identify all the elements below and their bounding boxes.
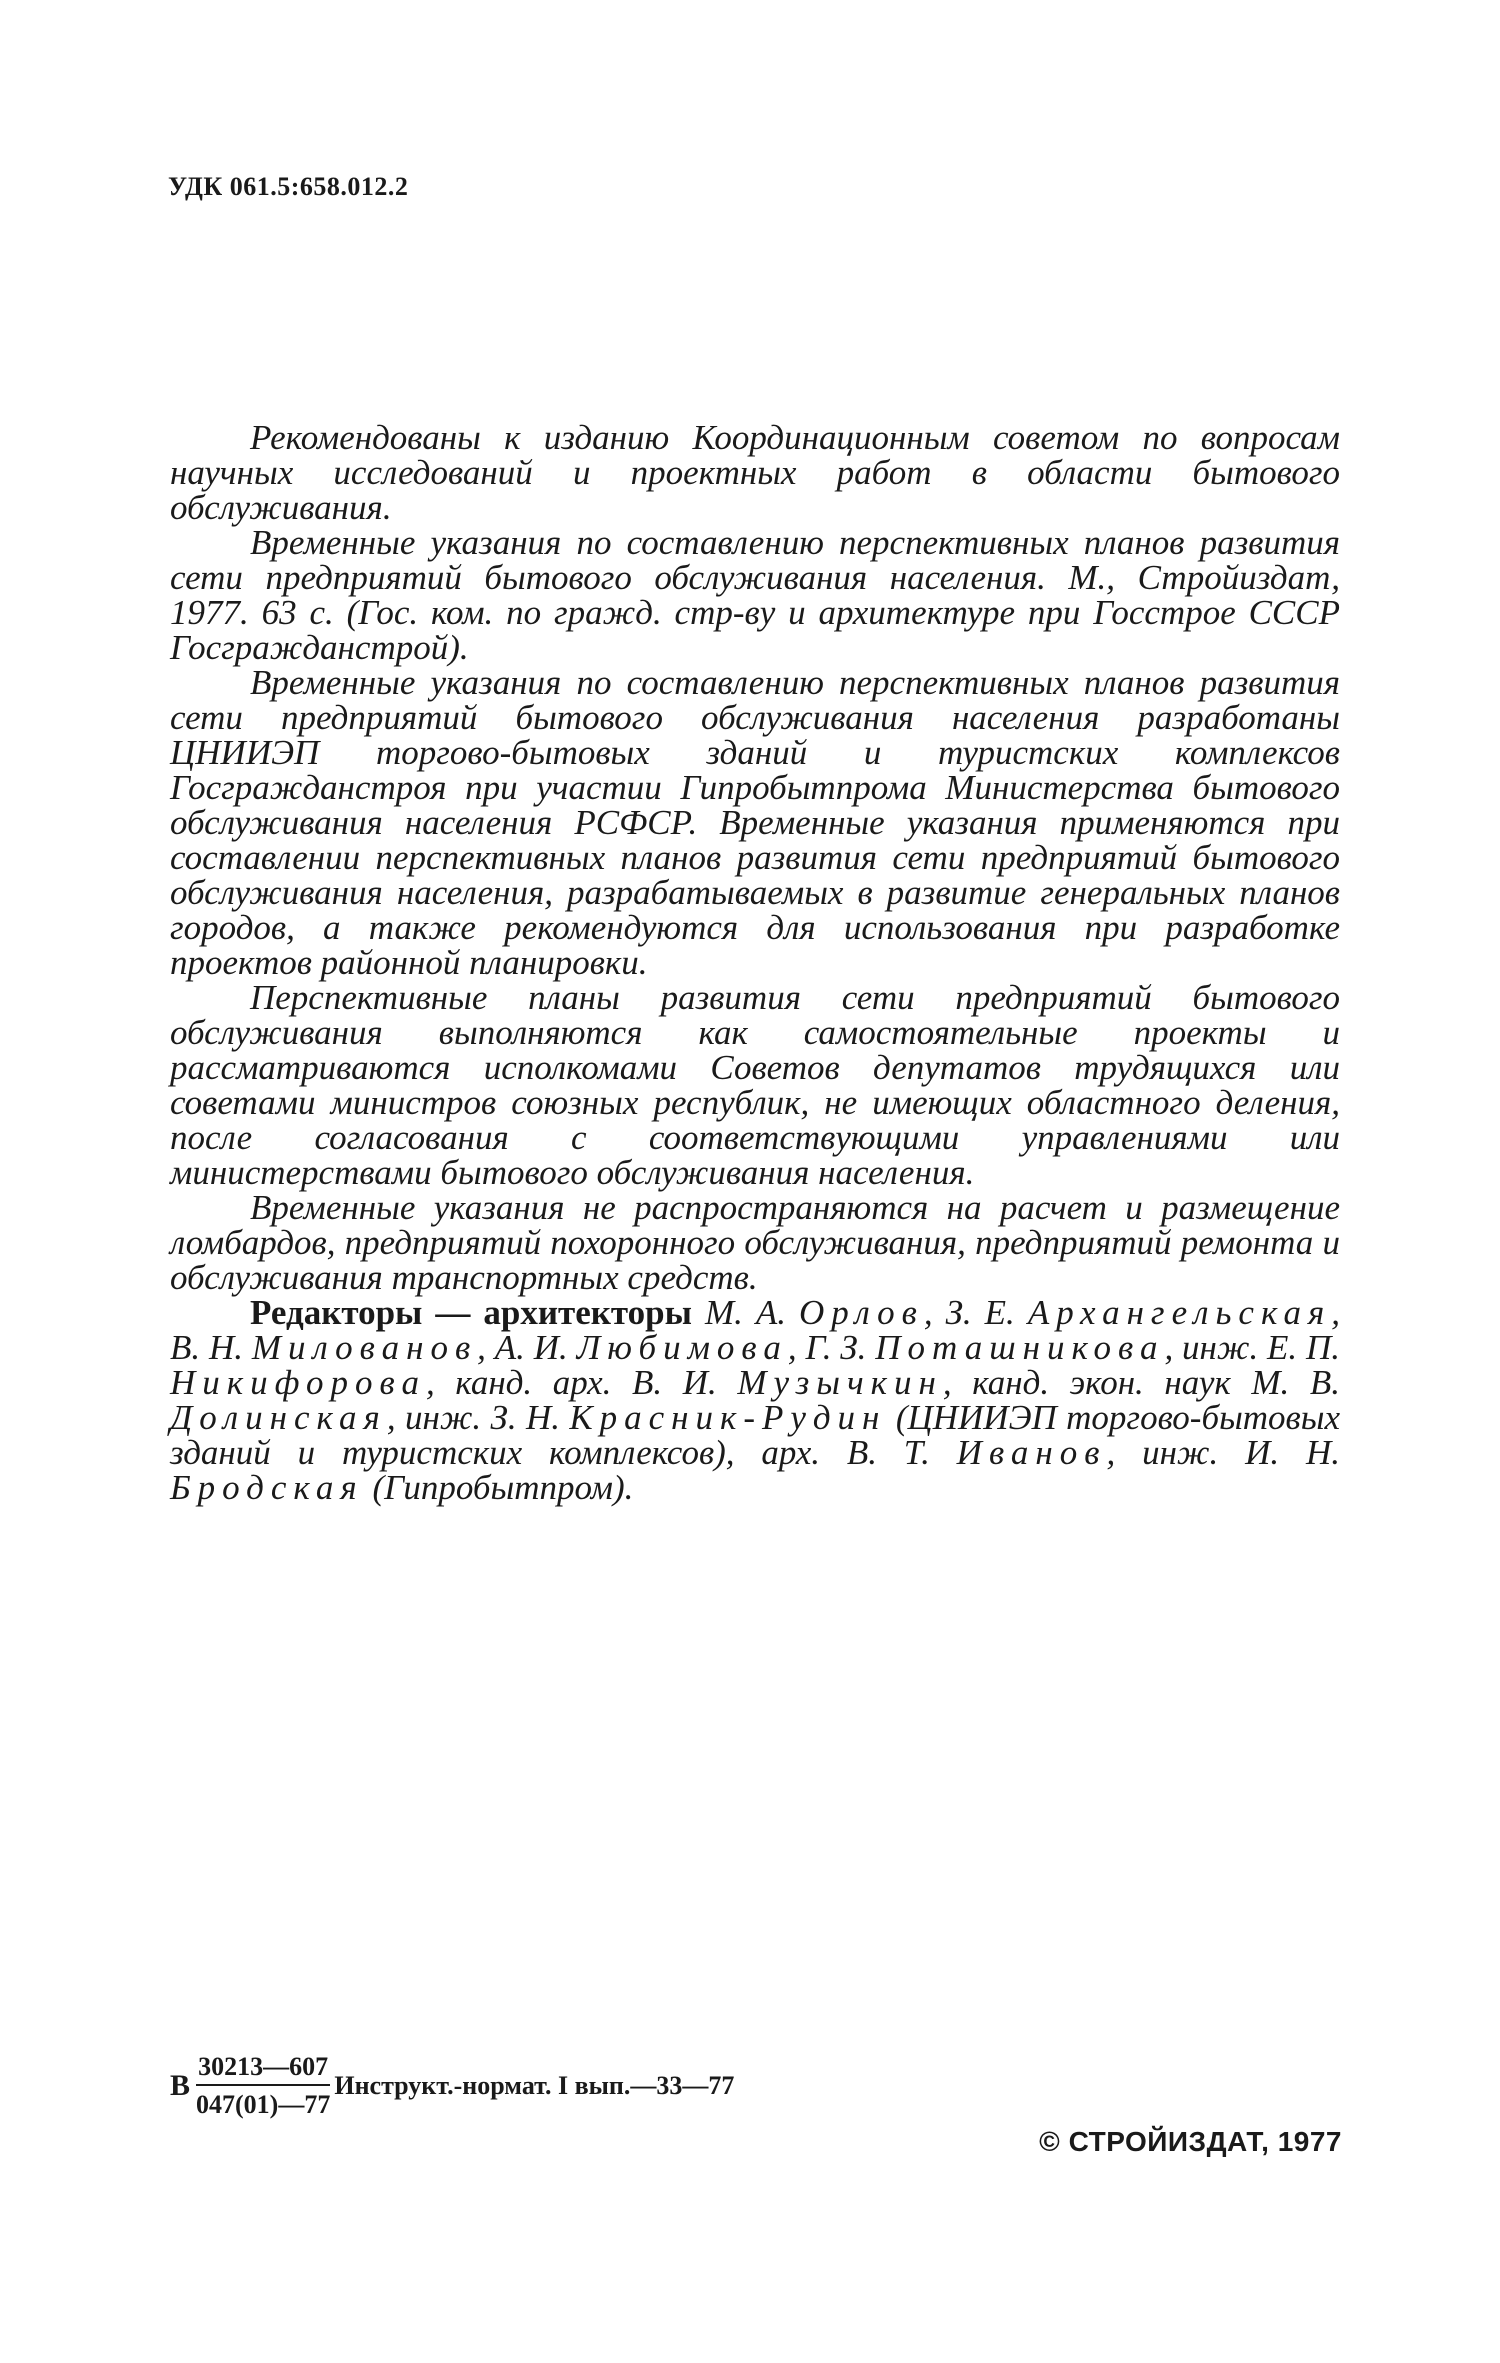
editor-surname: Милованов xyxy=(251,1328,478,1367)
bbk-series: Инструкт.-нормат. I вып.—33—77 xyxy=(334,2071,735,2100)
annotation-text xyxy=(170,420,1340,1505)
editor-text: , Г. З. xyxy=(787,1328,876,1367)
bbk-letter: В xyxy=(170,2069,191,2102)
bbk-denominator: 047(01)—77 xyxy=(196,2090,331,2119)
editor-text: , инж. Е. П. xyxy=(1164,1328,1341,1367)
editor-surname: Орлов xyxy=(799,1293,924,1332)
editor-surname: Красник-Рудин xyxy=(569,1398,887,1437)
editor-text: , З. Е. xyxy=(923,1293,1028,1332)
editor-text: , В. Н. xyxy=(170,1293,1340,1367)
paragraph-recommendation: Рекомендованы к изданию Координационным советом по вопросам научных исследований и проектных работ в области бытового обслуживания. xyxy=(170,418,1340,527)
editor-surname: Долинская xyxy=(170,1398,387,1437)
editor-text: (Гипробытпром). xyxy=(363,1468,634,1507)
paragraph-exclusions: Временные указания не распространяются на расчет и размещение ломбардов, предприятий похоронного обслуживания, предприятий ремонта и обслуживания транспортных средств. xyxy=(170,1188,1340,1297)
editor-text: , А. И. xyxy=(477,1328,577,1367)
editor-text: , канд. экон. наук М. В. xyxy=(942,1363,1340,1402)
editors-label: Редакторы — архитекторы xyxy=(250,1293,692,1332)
editor-surname: Никифорова xyxy=(170,1363,426,1402)
copyright-notice: © СТРОЙИЗДАТ, 1977 xyxy=(1039,2126,1342,2157)
editor-surname: Бродская xyxy=(170,1468,364,1507)
bbk-numerator: 30213—607 xyxy=(196,2052,330,2086)
editor-text: , канд. арх. В. И. xyxy=(426,1363,738,1402)
editor-text: , инж. И. Н. xyxy=(1106,1433,1340,1472)
bbk-fraction xyxy=(196,2052,330,2120)
editor-text: , инж. З. Н. xyxy=(386,1398,570,1437)
bbk-index xyxy=(170,2052,734,2120)
editor-surname: Архангельская xyxy=(1027,1293,1332,1332)
editor-surname: Иванов xyxy=(956,1433,1107,1472)
paragraph-developers: Временные указания по составлению перспективных планов развития сети предприятий бытового обслуживания населения разработаны ЦНИИЭП торгово-бытовых зданий и туристских комплексов Госгражданстроя при участии Гипробытпрома Министерства бытового обслуживания населения РСФСР. Временные указания применяются при составлении перспективных планов развития сети предприятий бытового обслуживания населения, разрабатываемых в развитие генеральных планов городов, а также рекомендуются для использования при разработке проектов районной планировки. xyxy=(170,663,1340,982)
editor-surname: Поташникова xyxy=(875,1328,1165,1367)
udk-code: УДК 061.5:658.012.2 xyxy=(168,172,409,201)
editor-text: М. А. xyxy=(691,1293,799,1332)
paragraph-bibliographic-reference: Временные указания по составлению перспективных планов развития сети предприятий бытового обслуживания населения. М., Стройиздат, 1977. 63 с. (Гос. ком. по гражд. стр-ву и архитектуре при Госстрое СССР Госгражданстрой). xyxy=(170,523,1340,667)
paragraph-approval: Перспективные планы развития сети предприятий бытового обслуживания выполняются как самостоятельные проекты и рассматриваются исполкомами Советов депутатов трудящихся или советами министров союзных республик, не имеющих областного деления, после согласования с соответствующими управлениями или министерствами бытового обслуживания населения. xyxy=(170,978,1340,1192)
editor-surname: Музычкин xyxy=(737,1363,943,1402)
editor-surname: Любимова xyxy=(576,1328,788,1367)
editor-text: (ЦНИИЭП торгово-бытовых зданий и туристских комплексов), арх. В. Т. xyxy=(170,1398,1340,1472)
paragraph-editors xyxy=(170,1295,1340,1505)
